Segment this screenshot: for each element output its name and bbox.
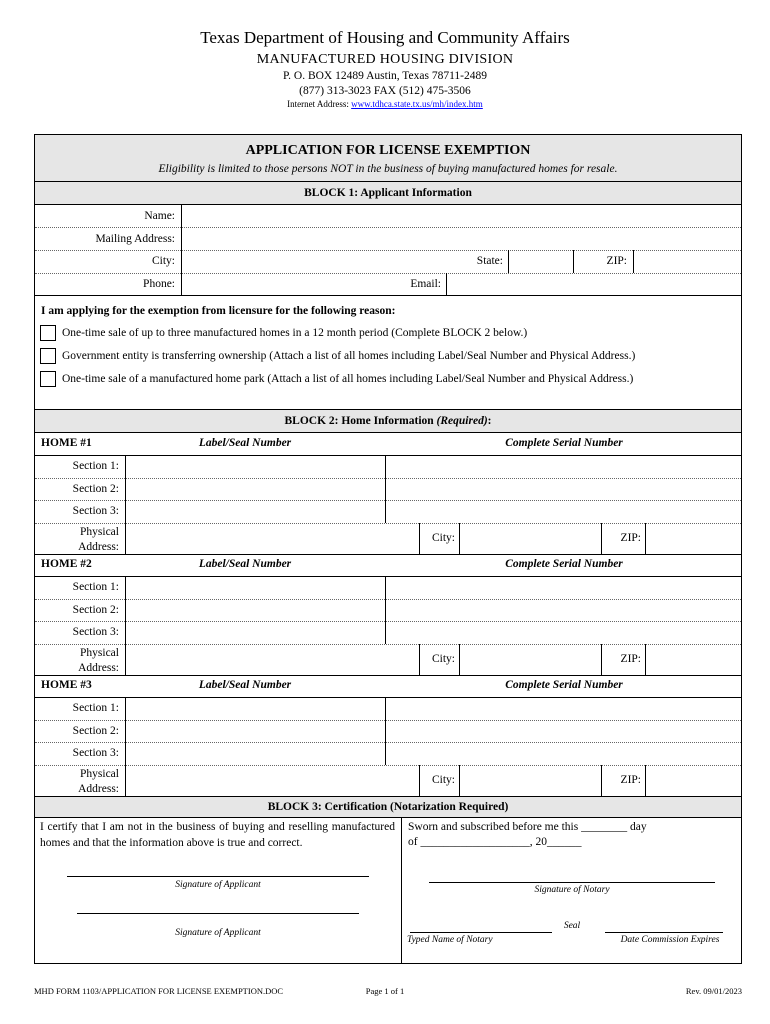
sworn-line-1: Sworn and subscribed before me this ________ day — [408, 821, 647, 833]
home-2-section-2-label: Section 2: — [72, 603, 119, 616]
home-3-physical-label — [35, 767, 119, 797]
home-1-address-word: Address: — [78, 540, 119, 553]
name-label: Name: — [144, 210, 175, 222]
home-1-physical-address-field[interactable] — [126, 525, 418, 552]
email-label: Email: — [410, 278, 441, 290]
block3-header: BLOCK 3: Certification (Notarization Required) — [267, 801, 509, 813]
reason-text-3: One-time sale of a manufactured home park (Attach a list of all homes including Label/Seal Number and Physical Address.) — [62, 373, 634, 385]
commission-caption: Date Commission Expires — [620, 935, 720, 945]
home-1-section-3-label: Section 3: — [72, 505, 119, 518]
home-2-city-field[interactable] — [460, 646, 600, 673]
home-3-section-3-label-seal-field[interactable] — [126, 744, 384, 763]
zip-field[interactable] — [634, 252, 740, 272]
block2-colon: : — [487, 415, 492, 427]
home-3-address-word: Address: — [78, 782, 119, 795]
home-1-city-label: City: — [431, 531, 455, 544]
home-2-title: HOME #2 — [41, 558, 92, 570]
home-3-section-2-label: Section 2: — [72, 724, 119, 737]
agency-phones: (877) 313-3023 FAX (512) 475-3506 — [299, 85, 471, 97]
home-3-city-field[interactable] — [460, 767, 600, 794]
home-3-section-2-label-seal-field[interactable] — [126, 722, 384, 741]
home-3-section-1-label: Section 1: — [72, 702, 119, 714]
home-3-section-3-serial-field[interactable] — [387, 744, 739, 763]
agency-name: Texas Department of Housing and Community Affairs — [200, 28, 570, 47]
home-1-title: HOME #1 — [41, 437, 92, 449]
form-subtitle: Eligibility is limited to those persons NOT in the business of buying manufactured homes for resale. — [158, 163, 618, 175]
home-3-section-3-label: Section 3: — [72, 747, 119, 760]
home-2-section-3-label: Section 3: — [72, 626, 119, 639]
home-3-physical-word: Physical — [80, 767, 119, 780]
home-1-section-3-label-seal-field[interactable] — [126, 502, 384, 521]
home-1-city-field[interactable] — [460, 525, 600, 552]
home-3-title: HOME #3 — [41, 679, 92, 691]
home-2-physical-address-field[interactable] — [126, 646, 418, 673]
applicant-signature-caption-2: Signature of Applicant — [175, 928, 261, 938]
home-2-section-2-label-seal-field[interactable] — [126, 601, 384, 620]
home-1-label-seal-header: Label/Seal Number — [198, 437, 292, 449]
internet-label: Internet Address: — [287, 99, 352, 109]
home-2-section-1-label-seal-field[interactable] — [126, 578, 384, 597]
home-2-section-3-label-seal-field[interactable] — [126, 623, 384, 642]
home-2-section-1-serial-field[interactable] — [387, 578, 739, 597]
home-2-label-seal-header: Label/Seal Number — [198, 558, 292, 570]
home-1-section-2-serial-field[interactable] — [387, 480, 739, 499]
home-3-section-2-serial-field[interactable] — [387, 722, 739, 741]
agency-address: P. O. BOX 12489 Austin, Texas 78711-2489 — [283, 70, 487, 82]
state-label: State: — [476, 255, 503, 267]
reason-checkbox-1[interactable] — [40, 325, 56, 341]
typed-name-line[interactable] — [410, 932, 552, 933]
block2-header — [35, 415, 741, 427]
application-form — [34, 134, 742, 964]
phone-label: Phone: — [143, 278, 175, 290]
sworn-line-2: of ___________________, 20______ — [408, 836, 582, 848]
applicant-signature-caption-1: Signature of Applicant — [175, 880, 261, 890]
certify-statement: I certify that I am not in the business of buying and reselling manufactured homes and that the information above is true and correct. — [40, 821, 395, 849]
reason-checkbox-2[interactable] — [40, 348, 56, 364]
reason-checkbox-3[interactable] — [40, 371, 56, 387]
reason-text-1: One-time sale of up to three manufactured homes in a 12 month period (Complete BLOCK 2 below.) — [62, 327, 528, 339]
home-1-section-1-label: Section 1: — [72, 460, 119, 472]
seal-label: Seal — [563, 921, 581, 931]
form-title: APPLICATION FOR LICENSE EXEMPTION — [245, 143, 531, 158]
email-field[interactable] — [447, 275, 740, 294]
home-1-zip-label: ZIP: — [620, 531, 641, 544]
footer-form-id: MHD FORM 1103/APPLICATION FOR LICENSE EXEMPTION.DOC — [34, 986, 284, 996]
home-1-section-1-label-seal-field[interactable] — [126, 457, 384, 476]
home-2-address-word: Address: — [78, 661, 119, 674]
home-3-zip-field[interactable] — [646, 767, 740, 794]
internet-address — [0, 99, 770, 109]
home-2-serial-header: Complete Serial Number — [505, 558, 623, 570]
home-1-section-2-label: Section 2: — [72, 482, 119, 495]
home-2-section-2-serial-field[interactable] — [387, 601, 739, 620]
commission-line[interactable] — [605, 932, 723, 933]
mailing-address-field[interactable] — [182, 229, 740, 249]
home-2-city-label: City: — [431, 652, 455, 665]
state-field[interactable] — [509, 252, 573, 272]
home-1-physical-word: Physical — [80, 525, 119, 538]
home-3-zip-label: ZIP: — [620, 773, 641, 786]
home-1-zip-field[interactable] — [646, 525, 740, 552]
home-3-physical-address-field[interactable] — [126, 767, 418, 794]
home-1-section-2-label-seal-field[interactable] — [126, 480, 384, 499]
home-1-physical-label — [35, 525, 119, 555]
home-3-city-label: City: — [431, 773, 455, 786]
home-3-serial-header: Complete Serial Number — [505, 679, 623, 691]
footer-rev: Rev. 09/01/2023 — [685, 986, 742, 996]
block2-header-text: BLOCK 2: Home Information — [284, 415, 437, 427]
home-1-section-1-serial-field[interactable] — [387, 457, 739, 476]
home-2-zip-label: ZIP: — [620, 652, 641, 665]
notary-signature-line[interactable] — [429, 882, 715, 883]
home-2-zip-field[interactable] — [646, 646, 740, 673]
home-3-label-seal-header: Label/Seal Number — [198, 679, 292, 691]
city-label: City: — [151, 255, 175, 267]
division-name: MANUFACTURED HOUSING DIVISION — [256, 52, 514, 67]
reason-text-2: Government entity is transferring ownership (Attach a list of all homes including Label/Seal Number and Physical Address.) — [62, 350, 636, 362]
applicant-signature-line-1[interactable] — [67, 876, 369, 877]
home-2-physical-label — [35, 646, 119, 676]
home-2-section-3-serial-field[interactable] — [387, 623, 739, 642]
mailing-address-label: Mailing Address: — [95, 233, 175, 245]
zip-label: ZIP: — [606, 255, 627, 267]
name-field[interactable] — [182, 206, 740, 226]
block2-required: (Required) — [436, 415, 488, 427]
reason-intro: I am applying for the exemption from licensure for the following reason: — [41, 305, 396, 317]
block1-header: BLOCK 1: Applicant Information — [304, 187, 472, 199]
applicant-signature-line-2[interactable] — [77, 913, 359, 914]
home-1-serial-header: Complete Serial Number — [505, 437, 623, 449]
typed-name-caption: Typed Name of Notary — [407, 935, 493, 945]
home-1-section-3-serial-field[interactable] — [387, 502, 739, 521]
internet-link[interactable]: www.tdhca.state.tx.us/mh/index.htm — [351, 99, 483, 109]
home-2-physical-word: Physical — [80, 646, 119, 659]
notary-signature-caption: Signature of Notary — [534, 885, 610, 895]
home-2-section-1-label: Section 1: — [72, 581, 119, 593]
home-3-section-1-label-seal-field[interactable] — [126, 699, 384, 718]
footer-page: Page 1 of 1 — [365, 986, 405, 996]
home-3-section-1-serial-field[interactable] — [387, 699, 739, 718]
